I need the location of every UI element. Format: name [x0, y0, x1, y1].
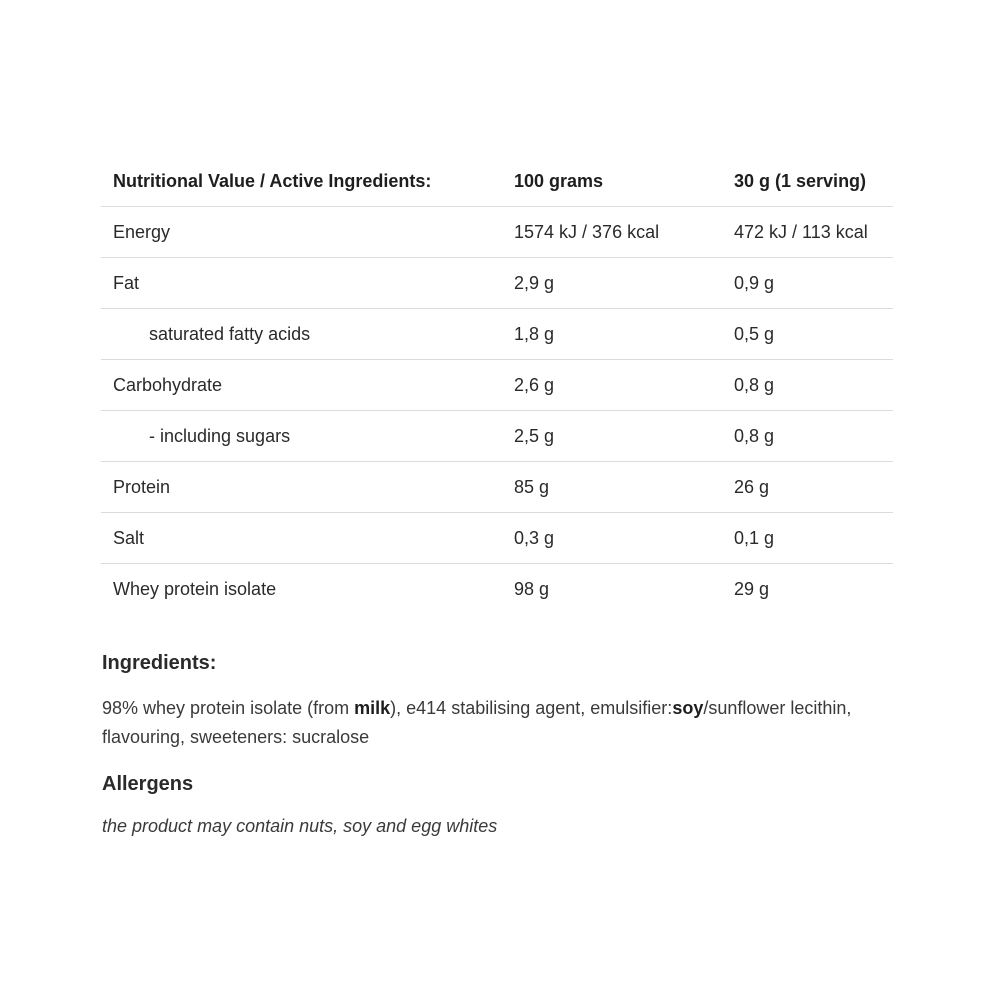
value-per-serving: 0,8 g — [722, 360, 893, 411]
value-per-100g: 85 g — [502, 462, 722, 513]
column-header-serving: 30 g (1 serving) — [722, 156, 893, 207]
ingredients-text-part: /sunflower lecithin, flavouring, sweeteners: sucralose — [102, 698, 852, 747]
value-per-serving: 29 g — [734, 578, 770, 599]
value-per-serving: 472 kJ / 113 kcal — [722, 207, 893, 258]
table-row-carbohydrate — [101, 360, 893, 411]
table-header-row — [101, 156, 893, 207]
allergen-highlight-milk: milk — [354, 698, 391, 718]
table-row-fat — [101, 258, 893, 309]
column-header-nutrient: Nutritional Value / Active Ingredients: — [101, 156, 502, 207]
allergen-highlight-soy: soy — [672, 698, 704, 718]
value-per-100g: 2,6 g — [502, 360, 722, 411]
nutrient-name: Carbohydrate — [101, 360, 502, 411]
ingredients-heading: Ingredients: — [102, 652, 217, 674]
ingredients-text — [102, 694, 892, 752]
value-per-100g: 2,9 g — [502, 258, 722, 309]
ingredients-text-part: ), e414 stabilising agent, emulsifier: — [390, 698, 673, 718]
nutrient-name: - including sugars — [101, 411, 502, 462]
value-per-serving: 0,5 g — [722, 309, 893, 360]
allergens-text: the product may contain nuts, soy and egg whites — [102, 816, 498, 836]
value-per-100g: 1574 kJ / 376 kcal — [502, 207, 722, 258]
table-row-saturated-fatty-acids — [101, 309, 893, 360]
value-per-serving: 0,1 g — [722, 513, 893, 564]
value-per-serving: 0,9 g — [722, 258, 893, 309]
allergens-heading: Allergens — [102, 773, 194, 795]
nutrient-name: Salt — [101, 513, 502, 564]
nutrition-table — [101, 156, 893, 614]
nutrient-name: saturated fatty acids — [101, 309, 502, 360]
value-per-serving: 26 g — [722, 462, 893, 513]
value-per-100g: 98 g — [514, 578, 550, 599]
value-per-100g: 0,3 g — [502, 513, 722, 564]
table-row-energy — [101, 207, 893, 258]
table-row-whey-protein-isolate — [101, 564, 893, 615]
value-per-100g: 1,8 g — [502, 309, 722, 360]
value-per-100g: 2,5 g — [502, 411, 722, 462]
nutrient-name: Fat — [101, 258, 502, 309]
table-row-protein — [101, 462, 893, 513]
nutrient-name: Protein — [101, 462, 502, 513]
table-row-sugars — [101, 411, 893, 462]
ingredients-text-part: 98% whey protein isolate (from — [102, 698, 355, 718]
nutrient-name: Energy — [101, 207, 502, 258]
nutrient-name: Whey protein isolate — [113, 578, 277, 599]
column-header-100g: 100 grams — [502, 156, 722, 207]
value-per-serving: 0,8 g — [722, 411, 893, 462]
table-row-salt — [101, 513, 893, 564]
